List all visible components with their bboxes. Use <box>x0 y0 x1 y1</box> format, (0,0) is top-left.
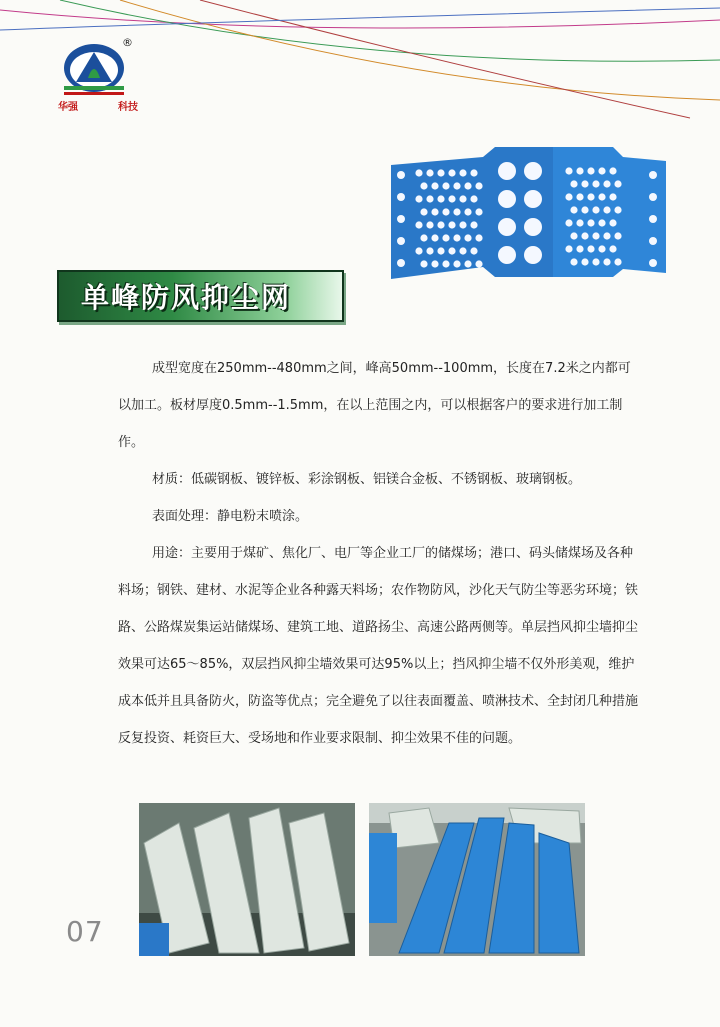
paragraph-spec: 成型宽度在250mm--480mm之间，峰高50mm--100mm，长度在7.2米之内都可以加工。板材厚度0.5mm--1.5mm，在以上范围之内，可以根据客户的要求进行加工制作。 <box>118 361 631 450</box>
paragraph-material: 材质：低碳钢板、镀锌板、彩涂钢板、铝镁合金板、不锈钢板、玻璃钢板。 <box>152 472 582 487</box>
logo-text-left: 华强 <box>58 102 78 113</box>
page-title: 单峰防风抑尘网 <box>81 281 292 314</box>
white-panels-photo <box>139 803 355 956</box>
paragraph-usage: 用途：主要用于煤矿、焦化厂、电厂等企业工厂的储煤场；港口、码头储煤场及各种料场；钢铁、建材、水泥等企业各种露天料场；农作物防风，沙化天气防尘等恶劣环境；铁路、公路煤炭集运站储煤场、建筑工地、道路扬尘、高速公路两侧等。单层挡风抑尘墙抑尘效果可达65～85%，双层挡风抑尘墙效果可达95%以上；挡风抑尘墙不仅外形美观，维护成本低并且具备防火，防盗等优点；完全避免了以往表面覆盖、喷淋技术、全封闭几种措施反复投资、耗资巨大、受场地和作业要求限制、抑尘效果不佳的问题。 <box>118 546 639 746</box>
logo-text <box>58 98 138 113</box>
paragraph-surface: 表面处理：静电粉末喷涂。 <box>152 509 309 524</box>
registered-mark: ® <box>122 36 133 49</box>
blue-panels-photo <box>369 803 585 956</box>
perforated-panel-image <box>383 147 666 282</box>
title-banner <box>57 270 344 322</box>
body-text <box>118 350 638 757</box>
page-number: 07 <box>66 915 104 948</box>
logo-text-right: 科技 <box>118 102 138 113</box>
